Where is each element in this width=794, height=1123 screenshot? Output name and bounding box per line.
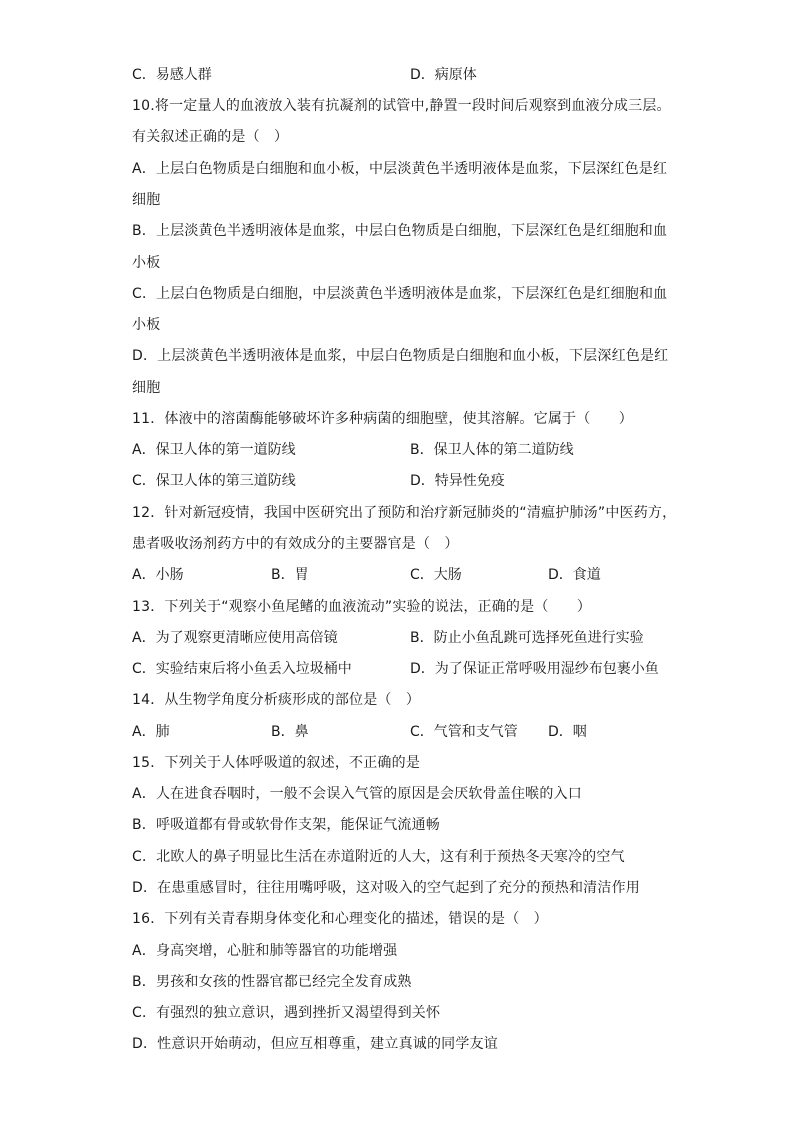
- q14-option-d: D．咽: [548, 724, 587, 740]
- q12-option-c: C．大肠: [410, 567, 462, 583]
- q14-option-b: B．鼻: [271, 724, 309, 740]
- q11-option-c: C．保卫人体的第三道防线: [132, 473, 296, 489]
- q9-option-c: C．易感人群: [132, 67, 212, 83]
- q10-option-a-line1: A．上层白色物质是白细胞和血小板，中层淡黄色半透明液体是血浆，下层深红色是红: [132, 161, 668, 177]
- q16-option-b: B．男孩和女孩的性器官都已经完全发育成熟: [132, 974, 412, 990]
- q13-option-a: A．为了观察更清晰应使用高倍镜: [132, 630, 338, 646]
- q13-option-b: B．防止小鱼乱跳可选择死鱼进行实验: [410, 630, 644, 646]
- q14-option-c: C．气管和支气管: [410, 724, 518, 740]
- q15-option-d: D．在患重感冒时，往往用嘴呼吸，这对吸入的空气起到了充分的预热和清洁作用: [132, 880, 640, 896]
- q15-stem: 15．下列关于人体呼吸道的叙述，不正确的是: [132, 755, 421, 771]
- q10-option-d-line2: 细胞: [132, 380, 161, 396]
- q12-stem-line2: 患者吸收汤剂药方中的有效成分的主要器官是（ ）: [132, 536, 459, 552]
- q10-option-c-line1: C．上层白色物质是白细胞，中层淡黄色半透明液体是血浆，下层深红色是红细胞和血: [132, 286, 668, 302]
- q10-option-b-line1: B．上层淡黄色半透明液体是血浆，中层白色物质是白细胞，下层深红色是红细胞和血: [132, 223, 668, 239]
- q16-option-a: A．身高突增，心脏和肺等器官的功能增强: [132, 943, 398, 959]
- q10-option-c-line2: 小板: [132, 317, 161, 333]
- q10-stem-line2: 有关叙述正确的是（ ）: [132, 129, 289, 145]
- q12-stem-line1: 12．针对新冠疫情，我国中医研究出了预防和治疗新冠肺炎的“清瘟护肺汤”中医药方，: [132, 505, 677, 521]
- q11-option-b: B．保卫人体的第二道防线: [410, 442, 574, 458]
- q10-stem-line1: 10.将一定量人的血液放入装有抗凝剂的试管中,静置一段时间后观察到血液分成三层。: [132, 98, 671, 114]
- q15-option-b: B．呼吸道都有骨或软骨作支架，能保证气流通畅: [132, 817, 441, 833]
- q15-option-a: A．人在进食吞咽时，一般不会误入气管的原因是会厌软骨盖住喉的入口: [132, 786, 582, 802]
- q11-stem: 11．体液中的溶菌酶能够破坏许多种病菌的细胞壁，使其溶解。它属于（ ）: [132, 411, 634, 427]
- q16-option-d: D．性意识开始萌动，但应互相尊重，建立真诚的同学友谊: [132, 1036, 498, 1052]
- q12-option-d: D．食道: [548, 567, 601, 583]
- q12-option-a: A．小肠: [132, 567, 184, 583]
- q11-option-a: A．保卫人体的第一道防线: [132, 442, 296, 458]
- q14-stem: 14．从生物学角度分析痰形成的部位是（ ）: [132, 692, 421, 708]
- q16-stem: 16．下列有关青春期身体变化和心理变化的描述，错误的是（ ）: [132, 911, 548, 927]
- q10-option-b-line2: 小板: [132, 255, 161, 271]
- q12-option-b: B．胃: [271, 567, 309, 583]
- q14-option-a: A．肺: [132, 724, 170, 740]
- q11-option-d: D．特异性免疫: [410, 473, 505, 489]
- q13-stem: 13．下列关于“观察小鱼尾鳍的血液流动”实验的说法，正确的是（ ）: [132, 599, 592, 615]
- q16-option-c: C．有强烈的独立意识，遇到挫折又渴望得到关怀: [132, 1005, 441, 1021]
- q9-option-d: D．病原体: [410, 67, 477, 83]
- q15-option-c: C．北欧人的鼻子明显比生活在赤道附近的人大，这有利于预热冬天寒冷的空气: [132, 849, 625, 865]
- q10-option-a-line2: 细胞: [132, 192, 161, 208]
- q10-option-d-line1: D．上层淡黄色半透明液体是血浆，中层白色物质是白细胞和血小板，下层深红色是红: [132, 348, 669, 364]
- q13-option-d: D．为了保证正常呼吸用湿纱布包裹小鱼: [410, 661, 659, 677]
- q13-option-c: C．实验结束后将小鱼丢入垃圾桶中: [132, 661, 352, 677]
